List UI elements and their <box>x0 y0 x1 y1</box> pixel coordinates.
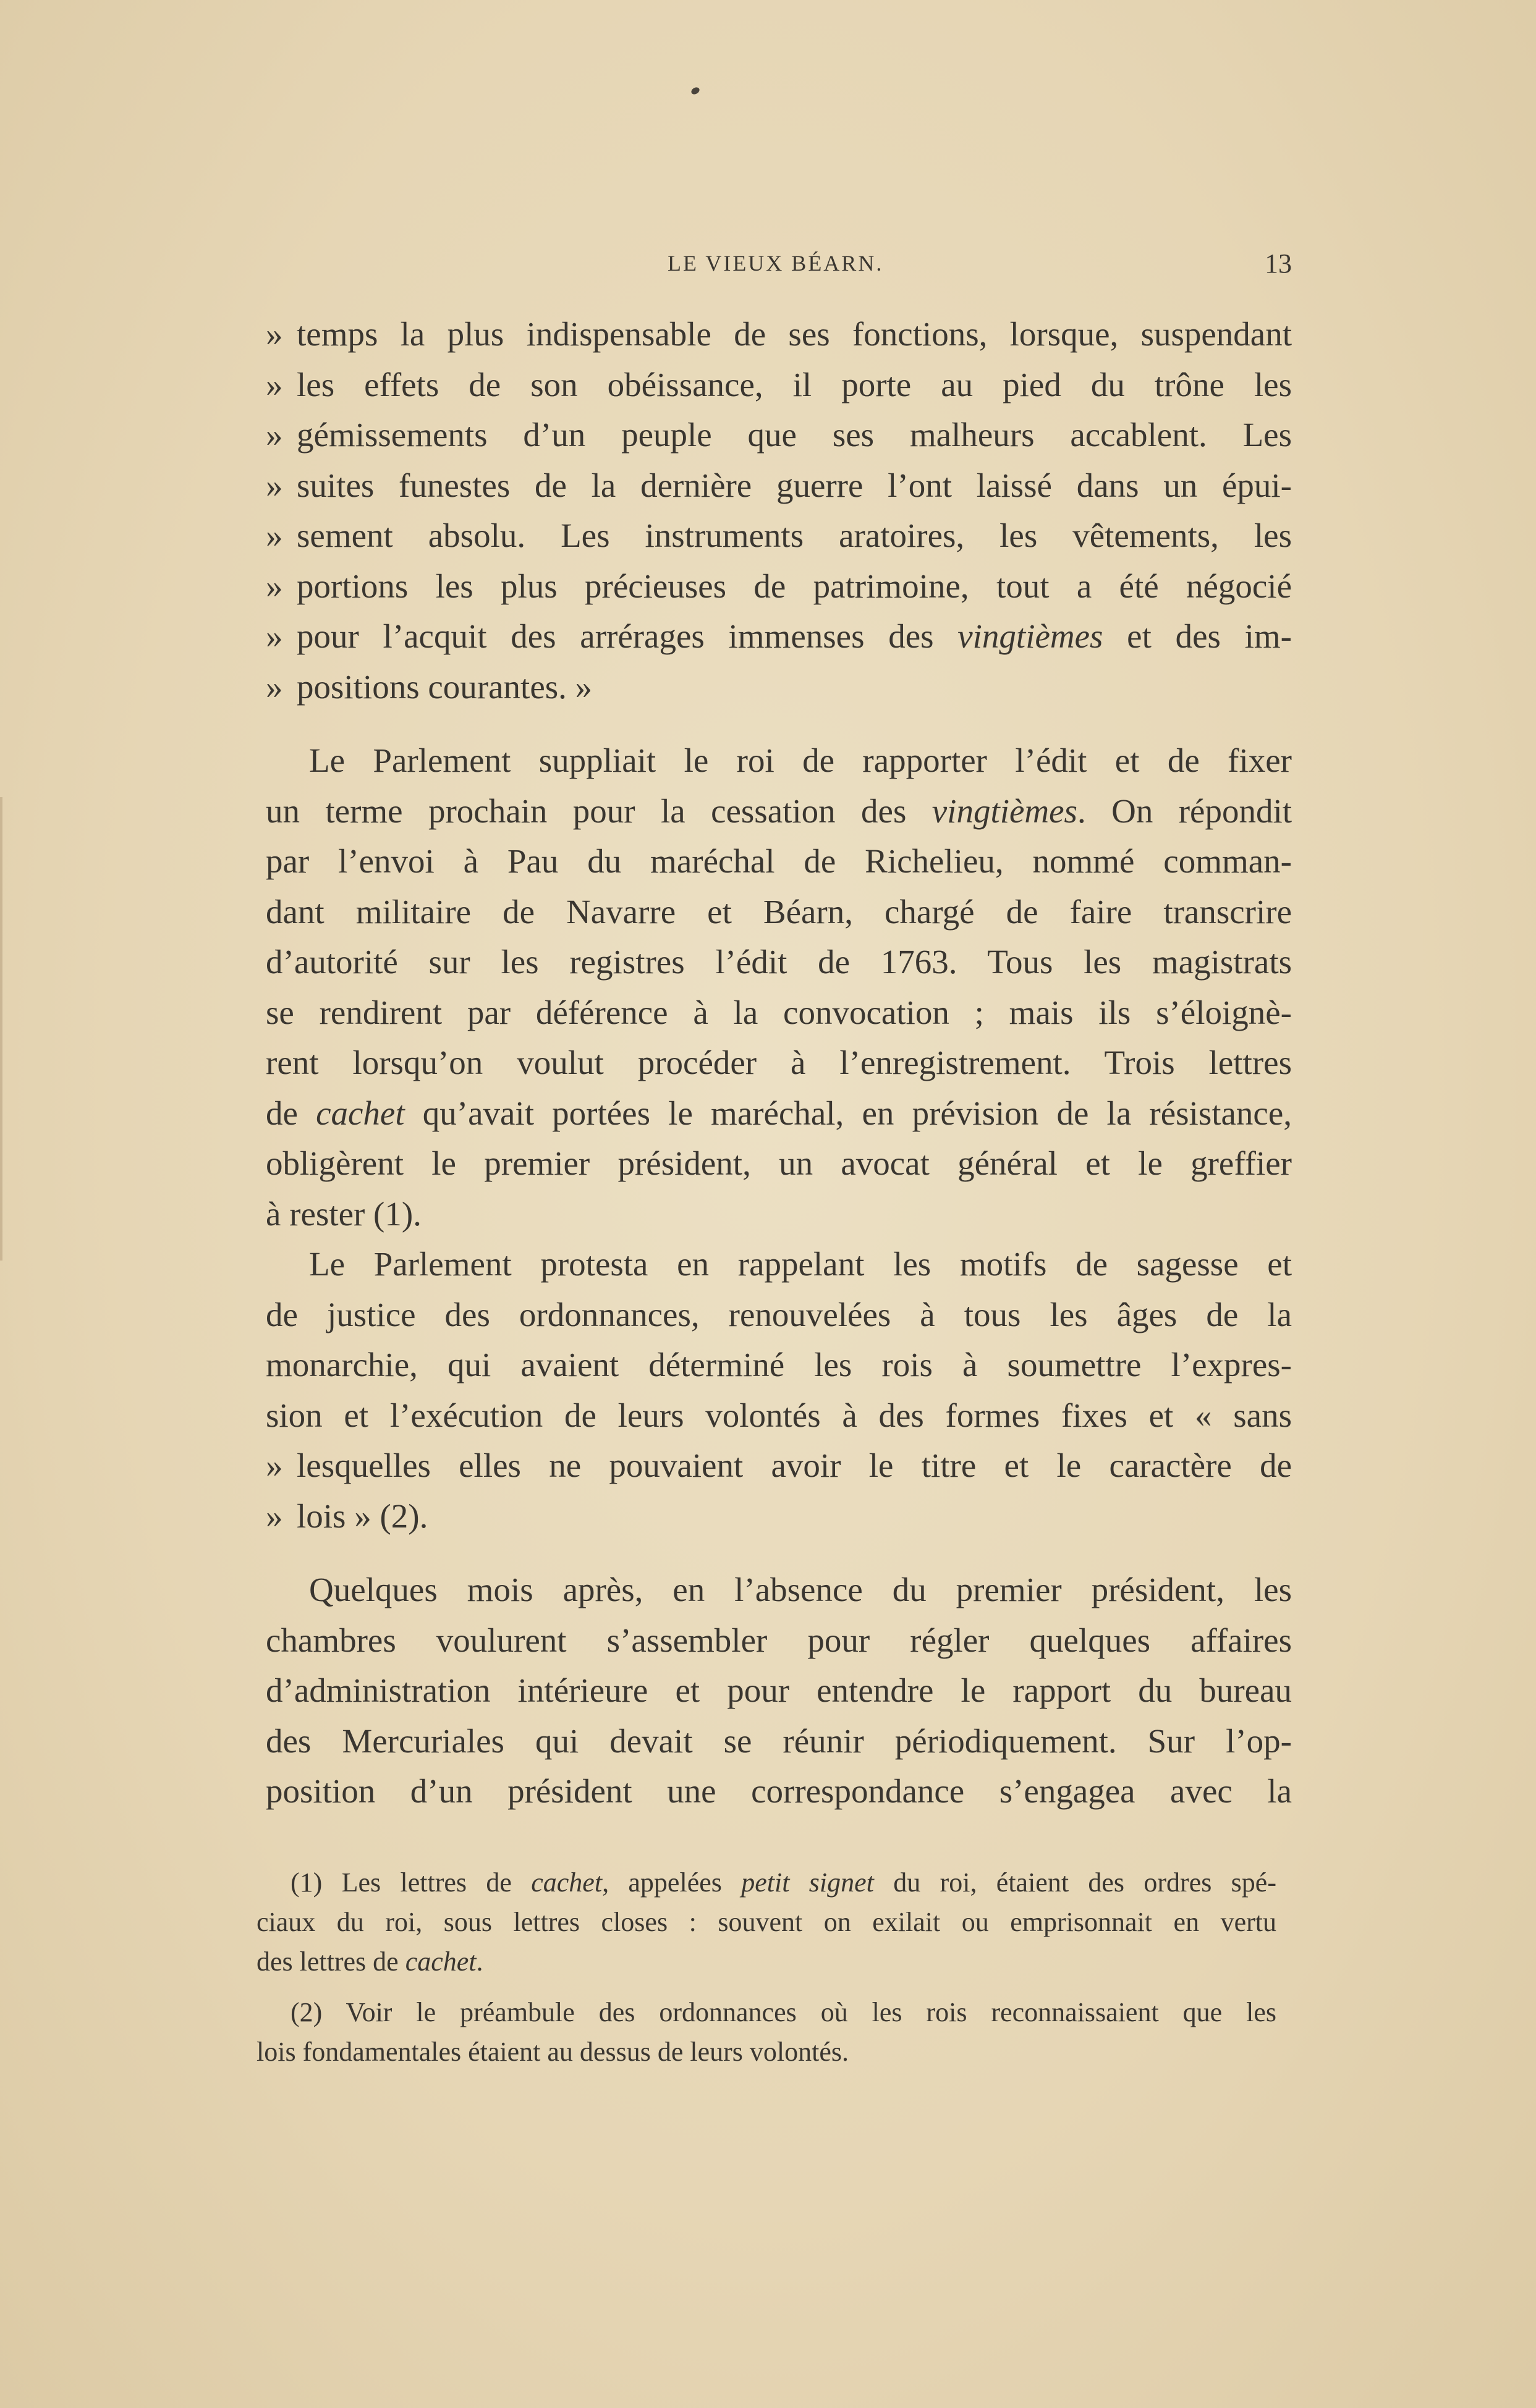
line-text: un terme prochain pour la cessation des <box>266 792 932 830</box>
italic-term: petit signet <box>741 1867 874 1898</box>
paragraph-line: à rester (1). <box>266 1194 422 1233</box>
paragraph-line: rent lorsqu’on voulut procéder à l’enregistrement. Trois lettres <box>266 1044 1292 1081</box>
paragraph-line: dant militaire de Navarre et Béarn, chargé de faire transcrire <box>266 892 1292 931</box>
quote-line-text: suites funestes de la dernière guerre l’ont laissé dans un épui- <box>297 466 1292 504</box>
paragraph-line <box>266 1088 1292 1139</box>
quote-line-text: gémissements d’un peuple que ses malheurs accablent. Les <box>297 416 1292 454</box>
quote-line <box>266 309 1292 360</box>
quote-mark: » <box>266 1447 283 1484</box>
quote-line <box>266 1491 1292 1542</box>
footnote-gap <box>257 1982 1276 1993</box>
line-text: de <box>266 1094 316 1132</box>
quote-line <box>266 561 1292 612</box>
paragraph-line: d’autorité sur les registres l’édit de 1763. Tous les magistrats <box>266 943 1292 981</box>
paragraph-line: d’administration intérieure et pour entendre le rapport du bureau <box>266 1671 1292 1709</box>
quote-line-text: sement absolu. Les instruments aratoires, les vêtements, les <box>297 517 1292 554</box>
footnote-text: , appelées <box>602 1867 742 1898</box>
quote-line <box>266 360 1292 410</box>
quote-mark: » <box>266 617 283 655</box>
body-text <box>266 309 1292 1817</box>
footnote-1-line: ciaux du roi, sous lettres closes : souvent on exilait ou emprisonnait en vertu <box>257 1907 1276 1937</box>
quote-line <box>266 1440 1292 1491</box>
footnotes <box>257 1863 1276 2072</box>
quote-mark: » <box>266 365 283 403</box>
italic-term: cachet <box>405 1946 477 1977</box>
paragraph-line: position d’un président une correspondance s’engagea avec la <box>266 1772 1292 1810</box>
paragraph-line: par l’envoi à Pau du maréchal de Richelieu, nommé comman- <box>266 842 1292 880</box>
page-number: 13 <box>1265 248 1292 279</box>
footnote-text: . <box>476 1946 483 1977</box>
paragraph-line: Le Parlement protesta en rappelant les motifs de sagesse et <box>309 1245 1292 1283</box>
quote-line-text: lois » (2). <box>297 1497 428 1535</box>
quote-line-text: positions courantes. » <box>297 667 593 706</box>
paragraph-line: chambres voulurent s’assembler pour régler quelques affaires <box>266 1621 1292 1659</box>
ink-speck <box>690 86 700 96</box>
quote-line-text: temps la plus indispensable de ses fonctions, lorsque, suspendant <box>297 315 1292 353</box>
italic-term: cachet <box>316 1094 405 1132</box>
paragraph-line: monarchie, qui avaient déterminé les rois à soumettre l’expres- <box>266 1346 1292 1384</box>
paragraph-line <box>266 786 1292 837</box>
paragraph-line: de justice des ordonnances, renouvelées à tous les âges de la <box>266 1295 1292 1333</box>
paragraph-line: des Mercuriales qui devait se réunir périodiquement. Sur l’op- <box>266 1722 1292 1760</box>
line-text: qu’avait portées le maréchal, en prévision de la résistance, <box>404 1094 1292 1132</box>
page-header <box>266 250 1292 287</box>
italic-term: vingtièmes <box>957 617 1103 655</box>
footnote-1-line <box>257 1863 1276 1903</box>
quote-mark: » <box>266 1497 283 1535</box>
quote-line <box>266 611 1292 662</box>
paragraph-line: se rendirent par déférence à la convocation ; mais ils s’éloignè- <box>266 993 1292 1031</box>
footnote-text: des lettres de <box>257 1946 405 1977</box>
paragraph-line: Le Parlement suppliait le roi de rapporter l’édit et de fixer <box>309 741 1292 779</box>
running-title: LE VIEUX BÉARN. <box>668 251 884 276</box>
line-text: . On répondit <box>1077 792 1292 830</box>
binding-edge-mark <box>0 797 21 1261</box>
italic-term: vingtièmes <box>931 792 1077 830</box>
paragraph-gap <box>266 712 1292 735</box>
quote-line <box>266 410 1292 460</box>
footnote-2-line: (2) Voir le préambule des ordonnances où les rois reconnaissaient que les <box>291 1997 1276 2027</box>
footnote-1-line <box>257 1942 1276 1982</box>
quote-line-text: et des im- <box>1103 617 1292 655</box>
paragraph-line: sion et l’exécution de leurs volontés à des formes fixes et « sans <box>266 1396 1292 1434</box>
quote-line-text: lesquelles elles ne pouvaient avoir le titre et le caractère de <box>297 1447 1292 1484</box>
quote-mark: » <box>266 416 283 454</box>
quote-mark: » <box>266 466 283 504</box>
paragraph-line: obligèrent le premier président, un avocat général et le greffier <box>266 1144 1292 1182</box>
paragraph-line: Quelques mois après, en l’absence du premier président, les <box>309 1571 1292 1608</box>
italic-term: cachet <box>531 1867 603 1898</box>
quote-mark: » <box>266 315 283 353</box>
quote-mark: » <box>266 567 283 605</box>
quote-line-text: portions les plus précieuses de patrimoine, tout a été négocié <box>297 567 1292 605</box>
quote-line <box>266 460 1292 511</box>
quote-line-text: les effets de son obéissance, il porte au pied du trône les <box>297 365 1292 403</box>
footnote-2-line: lois fondamentales étaient au dessus de leurs volontés. <box>257 2037 849 2067</box>
quote-line-text: pour l’acquit des arrérages immenses des <box>297 617 958 655</box>
footnote-text: (1) Les lettres de <box>291 1867 532 1898</box>
quote-mark: » <box>266 667 283 706</box>
quote-mark: » <box>266 517 283 554</box>
quote-line <box>266 662 1292 712</box>
quote-line <box>266 510 1292 561</box>
paragraph-gap <box>266 1541 1292 1565</box>
footnote-text: du roi, étaient des ordres spé- <box>873 1867 1276 1898</box>
